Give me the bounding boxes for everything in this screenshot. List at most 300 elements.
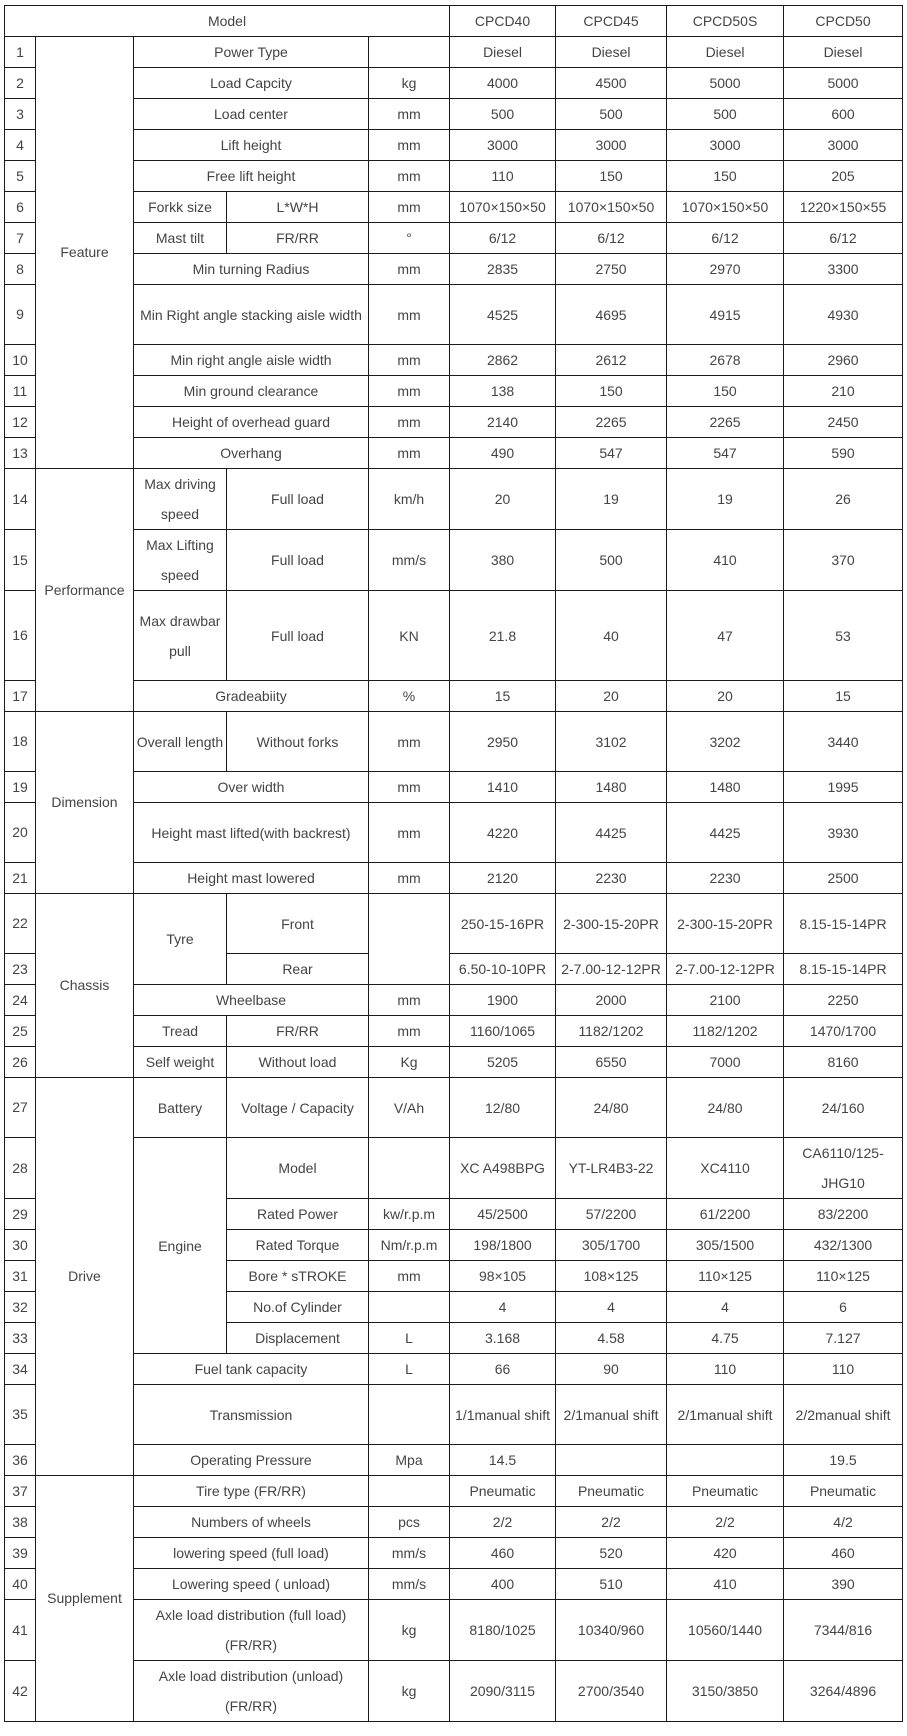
row-number: 25 [5,1016,36,1047]
table-row [5,99,903,130]
spec-cell: mm [369,99,450,130]
row-number: 33 [5,1323,36,1354]
value-cell-cpcd40: 4000 [450,68,556,99]
spec-cell: Transmission [134,1385,369,1445]
spec-cell [369,1138,450,1199]
value-cell-cpcd50s: 2/1manual shift [667,1385,784,1445]
value-cell-cpcd50s: 410 [667,1569,784,1600]
value-cell-cpcd50s: 20 [667,681,784,712]
value-cell-cpcd50s: 10560/1440 [667,1600,784,1661]
row-number: 23 [5,954,36,985]
value-cell-cpcd50s: Pneumatic [667,1476,784,1507]
value-cell-cpcd40: 20 [450,469,556,530]
value-cell-cpcd40: 4 [450,1292,556,1323]
table-header [5,6,903,37]
value-cell-cpcd45: 10340/960 [556,1600,667,1661]
value-cell-cpcd50: CA6110/125-JHG10 [784,1138,903,1199]
table-row [5,1138,903,1199]
spec-cell: mm [369,1261,450,1292]
row-number: 11 [5,376,36,407]
value-cell-cpcd50s: 3000 [667,130,784,161]
table-row [5,530,903,591]
table-row [5,1476,903,1507]
table-row [5,68,903,99]
value-cell-cpcd45: 4425 [556,803,667,863]
spec-cell: Model [227,1138,369,1199]
row-number: 26 [5,1047,36,1078]
spec-cell: Rated Power [227,1199,369,1230]
table-row [5,1569,903,1600]
row-number: 38 [5,1507,36,1538]
table-row [5,37,903,68]
spec-cell: Height of overhead guard [134,407,369,438]
value-cell-cpcd50: 19.5 [784,1445,903,1476]
row-number: 2 [5,68,36,99]
spec-cell: mm [369,254,450,285]
table-row [5,1078,903,1138]
spec-cell: % [369,681,450,712]
row-number: 36 [5,1445,36,1476]
table-row [5,376,903,407]
row-number: 4 [5,130,36,161]
value-cell-cpcd50: 1470/1700 [784,1016,903,1047]
value-cell-cpcd50s: 1480 [667,772,784,803]
value-cell-cpcd40: 6.50-10-10PR [450,954,556,985]
spec-cell: Height mast lowered [134,863,369,894]
value-cell-cpcd40: 2835 [450,254,556,285]
spec-cell: Voltage / Capacity [227,1078,369,1138]
value-cell-cpcd45: 2612 [556,345,667,376]
value-cell-cpcd50: 15 [784,681,903,712]
value-cell-cpcd40: 2/2 [450,1507,556,1538]
value-cell-cpcd40: 490 [450,438,556,469]
row-number: 10 [5,345,36,376]
value-cell-cpcd45: 520 [556,1538,667,1569]
value-cell-cpcd40: 21.8 [450,591,556,681]
value-cell-cpcd45: YT-LR4B3-22 [556,1138,667,1199]
table-row [5,1600,903,1661]
value-cell-cpcd40: 1410 [450,772,556,803]
spec-cell: Rear [227,954,369,985]
value-cell-cpcd45: Pneumatic [556,1476,667,1507]
value-cell-cpcd50: 110 [784,1354,903,1385]
spec-cell: mm/s [369,1569,450,1600]
spec-cell: km/h [369,469,450,530]
value-cell-cpcd50: 6/12 [784,223,903,254]
value-cell-cpcd50: 2/2manual shift [784,1385,903,1445]
table-row [5,712,903,772]
spec-cell: Displacement [227,1323,369,1354]
value-cell-cpcd45: 1182/1202 [556,1016,667,1047]
value-cell-cpcd45: 4695 [556,285,667,345]
table-row [5,469,903,530]
value-cell-cpcd50s: 150 [667,376,784,407]
value-cell-cpcd50s: 6/12 [667,223,784,254]
spec-cell: FR/RR [227,223,369,254]
spec-cell: Min Right angle stacking aisle width [134,285,369,345]
spec-cell: Without load [227,1047,369,1078]
value-cell-cpcd50s: 47 [667,591,784,681]
value-cell-cpcd40: 45/2500 [450,1199,556,1230]
value-cell-cpcd45: 1070×150×50 [556,192,667,223]
value-cell-cpcd45: 1480 [556,772,667,803]
row-number: 42 [5,1661,36,1722]
value-cell-cpcd45: 2/2 [556,1507,667,1538]
value-cell-cpcd40: Pneumatic [450,1476,556,1507]
value-cell-cpcd50: 1220×150×55 [784,192,903,223]
value-cell-cpcd45: 24/80 [556,1078,667,1138]
value-cell-cpcd50: 460 [784,1538,903,1569]
row-number: 30 [5,1230,36,1261]
table-row [5,192,903,223]
table-row [5,285,903,345]
table-row [5,161,903,192]
value-cell-cpcd50s: 1070×150×50 [667,192,784,223]
value-cell-cpcd50: 8160 [784,1047,903,1078]
value-cell-cpcd50: 7344/816 [784,1600,903,1661]
row-number: 7 [5,223,36,254]
spec-cell: KN [369,591,450,681]
value-cell-cpcd45: 150 [556,161,667,192]
spec-cell: Axle load distribution (full load) (FR/RR) [134,1600,369,1661]
section-performance: Performance [36,469,134,712]
model-header-cpcd40: CPCD40 [450,6,556,37]
value-cell-cpcd40: 500 [450,99,556,130]
value-cell-cpcd50s: XC4110 [667,1138,784,1199]
row-number: 21 [5,863,36,894]
model-header-cpcd45: CPCD45 [556,6,667,37]
spec-cell: mm [369,863,450,894]
value-cell-cpcd45 [556,1445,667,1476]
table-row [5,894,903,954]
value-cell-cpcd45: 2700/3540 [556,1661,667,1722]
spec-cell: Min right angle aisle width [134,345,369,376]
spec-cell: mm [369,803,450,863]
spec-cell: mm [369,345,450,376]
value-cell-cpcd50s: 4 [667,1292,784,1323]
value-cell-cpcd40: 3000 [450,130,556,161]
value-cell-cpcd45: 19 [556,469,667,530]
spec-cell: lowering speed (full load) [134,1538,369,1569]
spec-cell: Full load [227,530,369,591]
spec-cell: mm [369,285,450,345]
value-cell-cpcd50s: 4425 [667,803,784,863]
value-cell-cpcd40: 8180/1025 [450,1600,556,1661]
value-cell-cpcd45: 2230 [556,863,667,894]
value-cell-cpcd50: 8.15-15-14PR [784,954,903,985]
value-cell-cpcd45: 2000 [556,985,667,1016]
table-row [5,130,903,161]
row-number: 24 [5,985,36,1016]
spec-cell: Max driving speed [134,469,227,530]
table-row [5,223,903,254]
row-number: 39 [5,1538,36,1569]
spec-cell: Over width [134,772,369,803]
value-cell-cpcd45: 500 [556,99,667,130]
value-cell-cpcd50s: 4915 [667,285,784,345]
value-cell-cpcd40: 198/1800 [450,1230,556,1261]
value-cell-cpcd40: 110 [450,161,556,192]
spec-cell: FR/RR [227,1016,369,1047]
value-cell-cpcd50: 390 [784,1569,903,1600]
spec-cell: Max drawbar pull [134,591,227,681]
value-cell-cpcd40: 2090/3115 [450,1661,556,1722]
spec-cell: Fuel tank capacity [134,1354,369,1385]
value-cell-cpcd50s: 110×125 [667,1261,784,1292]
value-cell-cpcd40: 1900 [450,985,556,1016]
value-cell-cpcd50s: 5000 [667,68,784,99]
table-row [5,1047,903,1078]
value-cell-cpcd50s: 1182/1202 [667,1016,784,1047]
value-cell-cpcd40: 2120 [450,863,556,894]
value-cell-cpcd45: 4500 [556,68,667,99]
spec-cell: Full load [227,591,369,681]
value-cell-cpcd45: 20 [556,681,667,712]
value-cell-cpcd50s: 547 [667,438,784,469]
table-row [5,407,903,438]
value-cell-cpcd40: 2140 [450,407,556,438]
value-cell-cpcd40: 98×105 [450,1261,556,1292]
row-number: 17 [5,681,36,712]
spec-cell: Overall length [134,712,227,772]
value-cell-cpcd45: 510 [556,1569,667,1600]
spec-cell: Battery [134,1078,227,1138]
value-cell-cpcd45: 2750 [556,254,667,285]
spec-cell [369,37,450,68]
value-cell-cpcd50s: 19 [667,469,784,530]
row-number: 34 [5,1354,36,1385]
spec-cell: kg [369,1600,450,1661]
spec-cell [369,894,450,985]
table-row [5,591,903,681]
spec-cell: mm [369,985,450,1016]
value-cell-cpcd50s: 410 [667,530,784,591]
value-cell-cpcd40: 3.168 [450,1323,556,1354]
value-cell-cpcd50s: 305/1500 [667,1230,784,1261]
value-cell-cpcd50: 5000 [784,68,903,99]
value-cell-cpcd40: Diesel [450,37,556,68]
value-cell-cpcd45: 3000 [556,130,667,161]
table-body [5,37,903,1722]
spec-cell: mm/s [369,1538,450,1569]
value-cell-cpcd40: 15 [450,681,556,712]
model-header-cpcd50s: CPCD50S [667,6,784,37]
row-number: 35 [5,1385,36,1445]
spec-cell: Power Type [134,37,369,68]
section-dimension: Dimension [36,712,134,894]
value-cell-cpcd50: 110×125 [784,1261,903,1292]
table-row [5,1445,903,1476]
value-cell-cpcd40: 1160/1065 [450,1016,556,1047]
row-number: 3 [5,99,36,130]
spec-cell: Operating Pressure [134,1445,369,1476]
value-cell-cpcd50s: 61/2200 [667,1199,784,1230]
value-cell-cpcd50: 210 [784,376,903,407]
forklift-spec-table [4,5,903,1722]
spec-cell: No.of Cylinder [227,1292,369,1323]
value-cell-cpcd50s: 150 [667,161,784,192]
header-row [5,6,903,37]
value-cell-cpcd45: 4 [556,1292,667,1323]
value-cell-cpcd40: 138 [450,376,556,407]
spec-cell: Wheelbase [134,985,369,1016]
value-cell-cpcd45: 90 [556,1354,667,1385]
spec-cell: mm [369,161,450,192]
value-cell-cpcd40: XC A498BPG [450,1138,556,1199]
spec-table-container [4,5,903,1722]
value-cell-cpcd50s: 2970 [667,254,784,285]
spec-cell: Free lift height [134,161,369,192]
value-cell-cpcd50: 3440 [784,712,903,772]
spec-cell: kw/r.p.m [369,1199,450,1230]
value-cell-cpcd50: 1995 [784,772,903,803]
value-cell-cpcd50: 2500 [784,863,903,894]
spec-cell: Axle load distribution (unload) (FR/RR) [134,1661,369,1722]
value-cell-cpcd40: 2862 [450,345,556,376]
spec-cell: Min turning Radius [134,254,369,285]
spec-cell: Bore * sTROKE [227,1261,369,1292]
model-header-label: Model [5,6,450,37]
spec-cell: Tread [134,1016,227,1047]
value-cell-cpcd45: 2/1manual shift [556,1385,667,1445]
table-row [5,1354,903,1385]
value-cell-cpcd50: 2450 [784,407,903,438]
spec-cell: mm [369,192,450,223]
value-cell-cpcd50: 2250 [784,985,903,1016]
value-cell-cpcd50: 24/160 [784,1078,903,1138]
value-cell-cpcd45: 6/12 [556,223,667,254]
row-number: 28 [5,1138,36,1199]
row-number: 37 [5,1476,36,1507]
spec-cell: Full load [227,469,369,530]
table-row [5,345,903,376]
spec-cell: Nm/r.p.m [369,1230,450,1261]
value-cell-cpcd50: 3930 [784,803,903,863]
section-chassis: Chassis [36,894,134,1078]
spec-cell: mm [369,438,450,469]
value-cell-cpcd45: 4.58 [556,1323,667,1354]
value-cell-cpcd45: 3102 [556,712,667,772]
row-number: 20 [5,803,36,863]
spec-cell: Tire type (FR/RR) [134,1476,369,1507]
spec-cell: Load center [134,99,369,130]
value-cell-cpcd45: 57/2200 [556,1199,667,1230]
table-row [5,772,903,803]
value-cell-cpcd45: 2-300-15-20PR [556,894,667,954]
value-cell-cpcd50s: 2-300-15-20PR [667,894,784,954]
spec-cell: Min ground clearance [134,376,369,407]
row-number: 15 [5,530,36,591]
value-cell-cpcd50: 7.127 [784,1323,903,1354]
spec-cell: Max Lifting speed [134,530,227,591]
spec-cell: Mpa [369,1445,450,1476]
value-cell-cpcd40: 1070×150×50 [450,192,556,223]
value-cell-cpcd50: 4930 [784,285,903,345]
value-cell-cpcd40: 6/12 [450,223,556,254]
value-cell-cpcd50s: 110 [667,1354,784,1385]
value-cell-cpcd40: 14.5 [450,1445,556,1476]
row-number: 27 [5,1078,36,1138]
section-feature: Feature [36,37,134,469]
spec-cell: Rated Torque [227,1230,369,1261]
value-cell-cpcd50: 8.15-15-14PR [784,894,903,954]
value-cell-cpcd45: 547 [556,438,667,469]
value-cell-cpcd40: 460 [450,1538,556,1569]
row-number: 1 [5,37,36,68]
table-row [5,985,903,1016]
value-cell-cpcd50s: 420 [667,1538,784,1569]
spec-cell: kg [369,68,450,99]
row-number: 31 [5,1261,36,1292]
value-cell-cpcd50: 600 [784,99,903,130]
value-cell-cpcd50s: 2-7.00-12-12PR [667,954,784,985]
value-cell-cpcd50s: 3150/3850 [667,1661,784,1722]
spec-cell: mm [369,772,450,803]
value-cell-cpcd45: 500 [556,530,667,591]
value-cell-cpcd50: 432/1300 [784,1230,903,1261]
value-cell-cpcd40: 1/1manual shift [450,1385,556,1445]
row-number: 6 [5,192,36,223]
row-number: 9 [5,285,36,345]
value-cell-cpcd50s: 2265 [667,407,784,438]
model-header-cpcd50: CPCD50 [784,6,903,37]
spec-cell: Load Capcity [134,68,369,99]
spec-cell: mm [369,1016,450,1047]
value-cell-cpcd40: 400 [450,1569,556,1600]
spec-cell: Front [227,894,369,954]
value-cell-cpcd50: Diesel [784,37,903,68]
spec-cell: Lowering speed ( unload) [134,1569,369,1600]
spec-cell [369,1476,450,1507]
spec-cell: L [369,1354,450,1385]
value-cell-cpcd50s: 3202 [667,712,784,772]
row-number: 41 [5,1600,36,1661]
table-row [5,803,903,863]
row-number: 12 [5,407,36,438]
value-cell-cpcd50s: 24/80 [667,1078,784,1138]
spec-cell: pcs [369,1507,450,1538]
row-number: 40 [5,1569,36,1600]
spec-cell: Without forks [227,712,369,772]
value-cell-cpcd45: 150 [556,376,667,407]
value-cell-cpcd45: Diesel [556,37,667,68]
spec-cell: L [369,1323,450,1354]
value-cell-cpcd40: 380 [450,530,556,591]
value-cell-cpcd50: 6 [784,1292,903,1323]
row-number: 14 [5,469,36,530]
table-row [5,1016,903,1047]
value-cell-cpcd45: 40 [556,591,667,681]
value-cell-cpcd50s: 2/2 [667,1507,784,1538]
table-row [5,1661,903,1722]
spec-cell: mm [369,376,450,407]
value-cell-cpcd50: 2960 [784,345,903,376]
value-cell-cpcd50: 3300 [784,254,903,285]
spec-cell: mm/s [369,530,450,591]
value-cell-cpcd40: 250-15-16PR [450,894,556,954]
value-cell-cpcd40: 2950 [450,712,556,772]
value-cell-cpcd40: 4525 [450,285,556,345]
value-cell-cpcd40: 5205 [450,1047,556,1078]
table-row [5,438,903,469]
value-cell-cpcd45: 108×125 [556,1261,667,1292]
row-number: 13 [5,438,36,469]
value-cell-cpcd50s: 2678 [667,345,784,376]
spec-cell: Height mast lifted(with backrest) [134,803,369,863]
spec-cell [369,1385,450,1445]
spec-cell: Engine [134,1138,227,1354]
spec-cell: kg [369,1661,450,1722]
